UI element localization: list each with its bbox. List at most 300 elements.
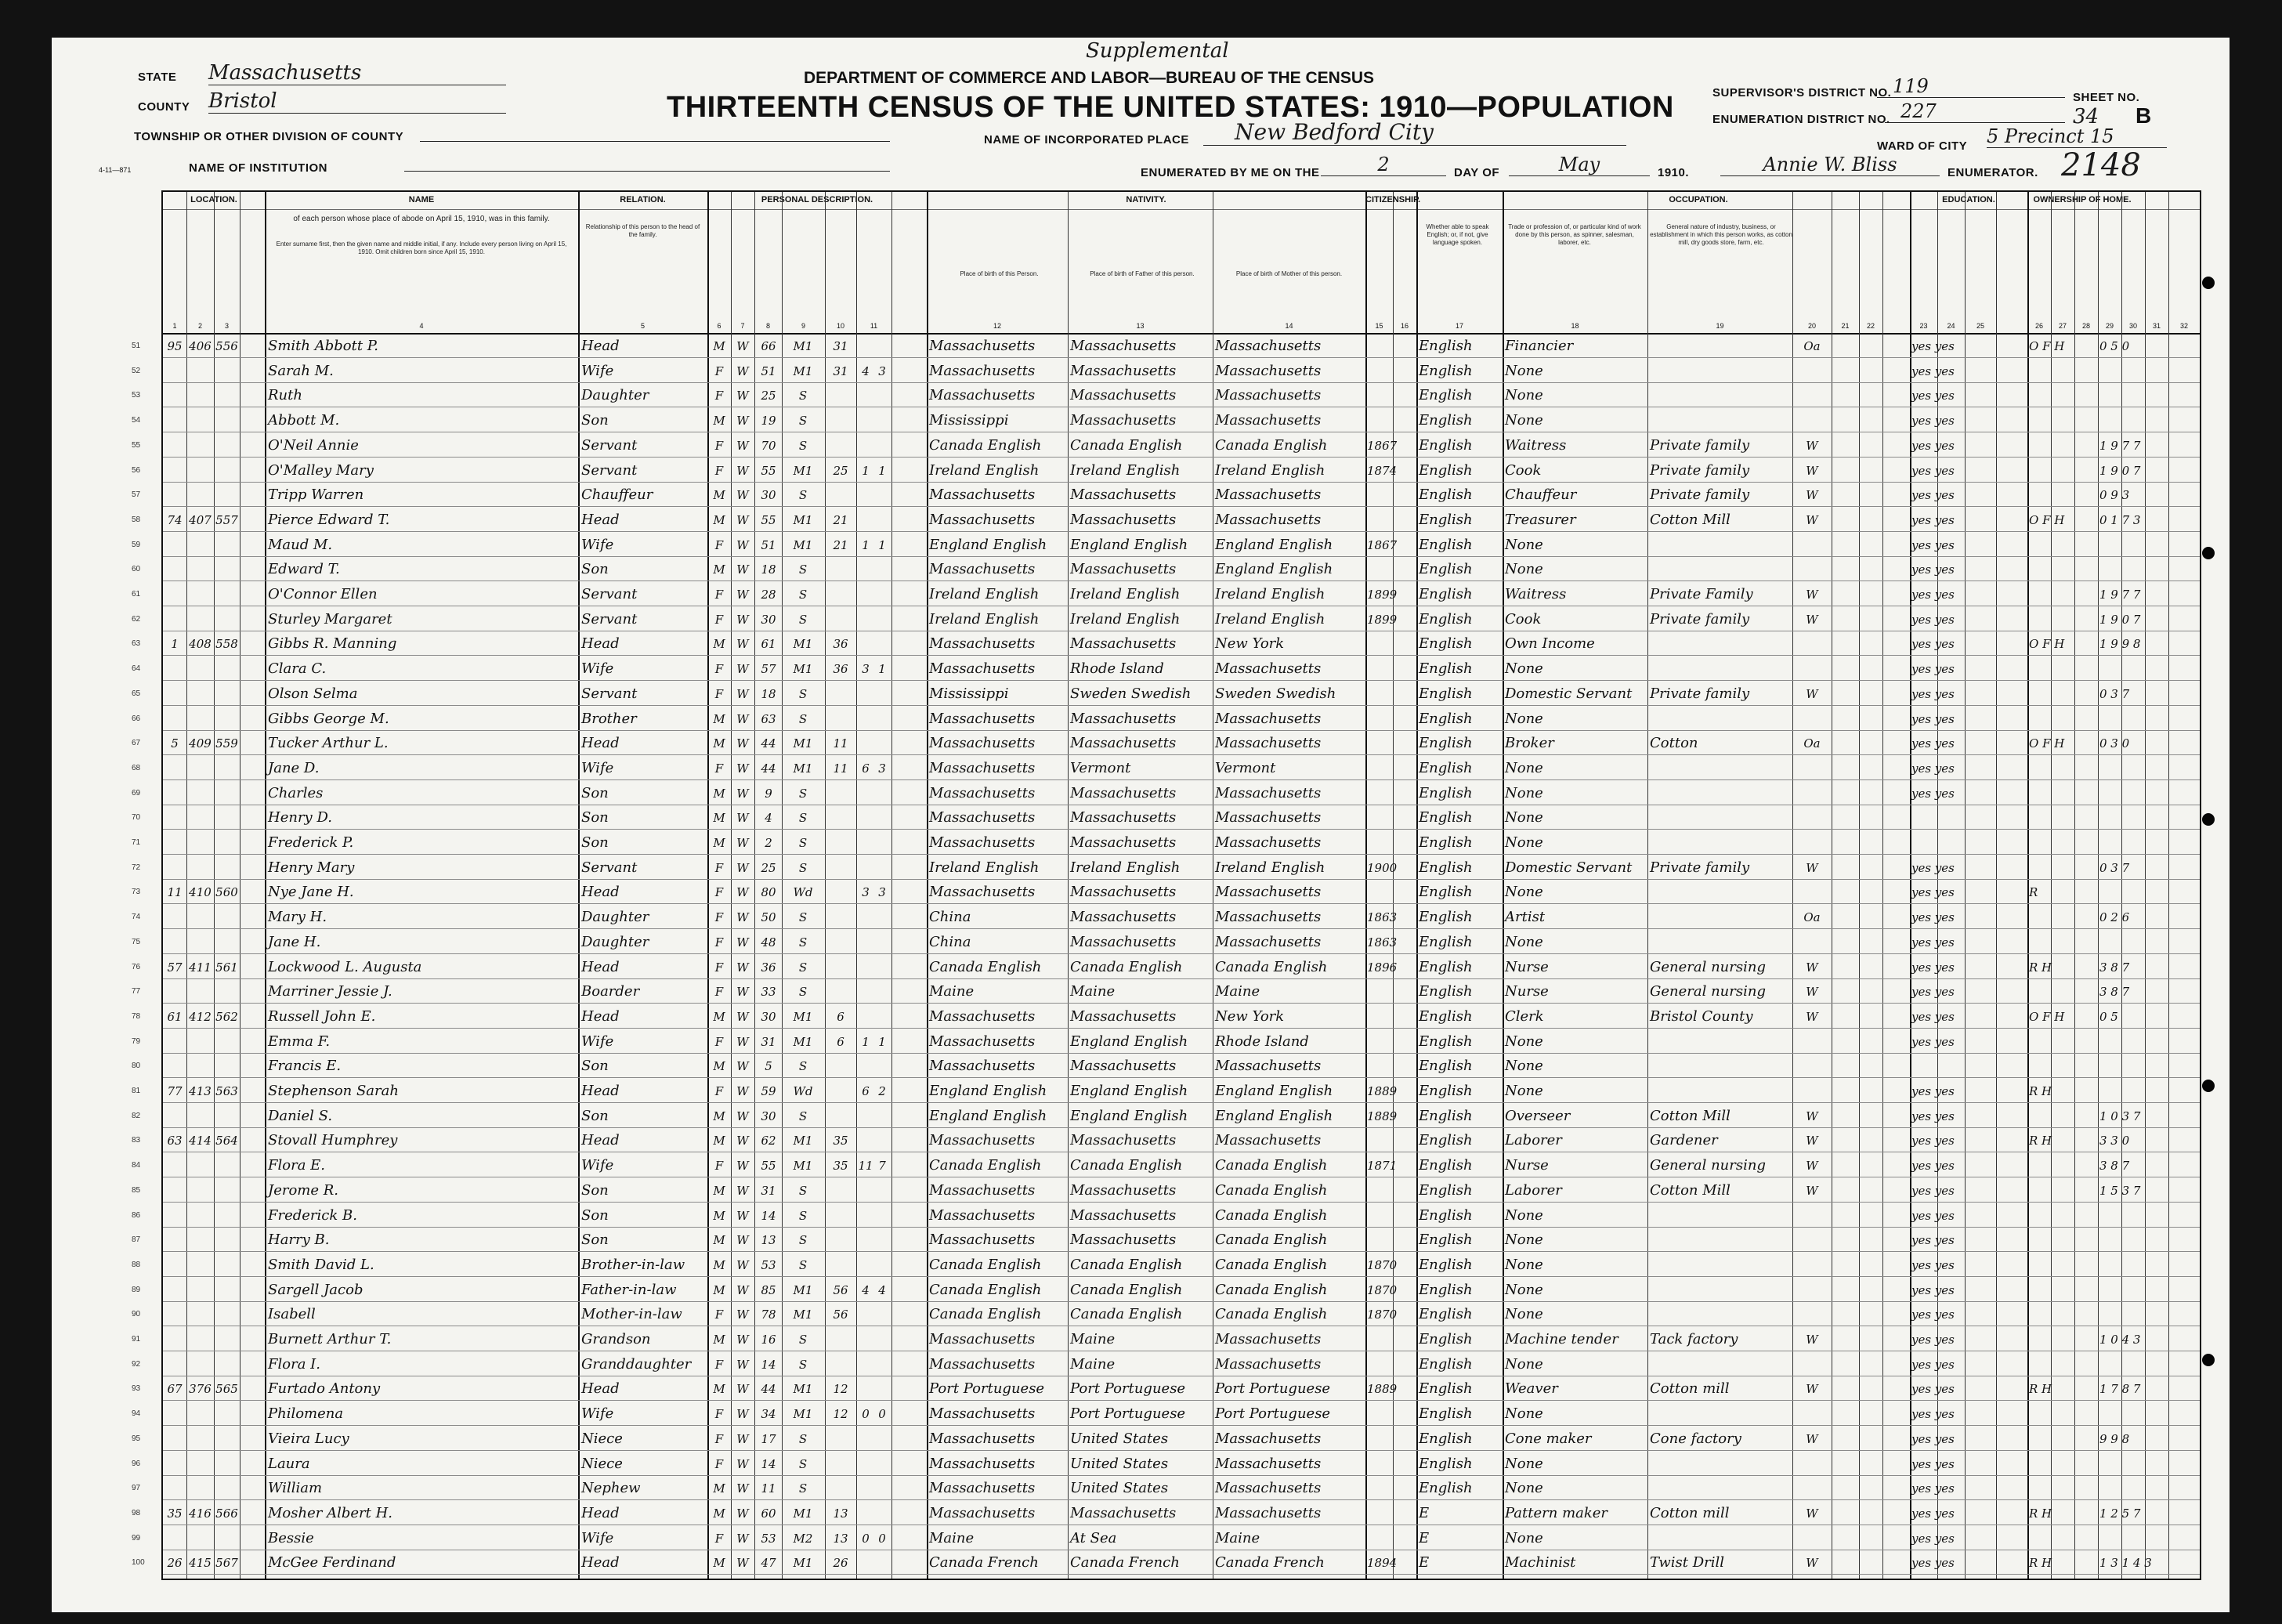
street-cell: [163, 684, 186, 704]
sex-cell: F: [714, 1531, 724, 1546]
age-cell: 34: [761, 1407, 776, 1422]
mother-birthplace-cell: Massachusetts: [1215, 884, 1322, 901]
children-born-cell: [858, 485, 873, 505]
race-cell: W: [736, 414, 749, 429]
col-number: 19: [1716, 322, 1724, 330]
trade-cell: None: [1505, 561, 1543, 578]
col-number: 10: [836, 322, 844, 330]
immigration-year-cell: [1367, 559, 1393, 580]
relation-cell: Head: [581, 1083, 620, 1099]
race-cell: W: [736, 1333, 749, 1347]
language-cell: English: [1419, 958, 1473, 975]
trade-cell: None: [1505, 1405, 1543, 1423]
literacy-cell: yes yes: [1911, 562, 1955, 577]
person-name: Jane H.: [268, 933, 321, 950]
children-born-cell: [858, 1454, 873, 1474]
dwelling-number: [186, 1230, 214, 1250]
children-living-cell: [873, 1478, 891, 1499]
person-name: Gibbs R. Manning: [268, 635, 397, 653]
birthplace-cell: Massachusetts: [929, 809, 1036, 826]
children-living-cell: 7: [878, 1159, 886, 1174]
years-married-cell: 56: [833, 1282, 848, 1297]
age-cell: 30: [761, 1009, 776, 1024]
marital-cell: M1: [793, 637, 813, 652]
industry-cell: [1650, 932, 1791, 953]
dwelling-number: [186, 1206, 214, 1226]
family-number: [214, 436, 240, 456]
dwelling-number: 416: [189, 1506, 212, 1521]
age-cell: 53: [761, 1531, 776, 1546]
street-cell: 63: [167, 1134, 183, 1148]
mother-birthplace-cell: Massachusetts: [1215, 1430, 1322, 1447]
birthplace-cell: Massachusetts: [929, 1132, 1036, 1149]
children-living-cell: [873, 559, 891, 580]
table-row: [132, 931, 2200, 954]
mother-birthplace-cell: Canada English: [1215, 1281, 1328, 1298]
mother-birthplace-cell: Port Portuguese: [1215, 1405, 1331, 1423]
language-cell: English: [1419, 784, 1473, 801]
mother-birthplace-cell: Rhode Island: [1215, 1033, 1309, 1050]
children-born-cell: [858, 1329, 873, 1350]
table-row: [132, 459, 2200, 483]
years-married-cell: 56: [833, 1308, 848, 1322]
line-number: 91: [132, 1335, 141, 1344]
marital-cell: M1: [793, 1134, 813, 1148]
immigration-year-cell: [1367, 709, 1393, 729]
industry-cell: Private family: [1650, 486, 1750, 504]
dwelling-number: [186, 684, 214, 704]
age-cell: 4: [765, 811, 772, 826]
birthplace-cell: Massachusetts: [929, 884, 1036, 901]
immigration-year-cell: 1889: [1367, 1109, 1398, 1123]
language-cell: English: [1419, 586, 1473, 602]
years-married-cell: 25: [833, 463, 848, 478]
dwelling-number: 414: [189, 1134, 212, 1148]
family-number: [214, 1528, 240, 1549]
immigration-year-cell: 1899: [1367, 588, 1398, 602]
marital-cell: S: [798, 910, 808, 925]
mother-birthplace-cell: Massachusetts: [1215, 1455, 1322, 1472]
line-number: 98: [132, 1508, 141, 1517]
literacy-cell: yes yes: [1911, 1481, 1955, 1496]
children-born-cell: [858, 783, 873, 804]
dwelling-number: 408: [189, 637, 212, 652]
schedule-codes-cell: 1 5 3 7: [2099, 1183, 2141, 1198]
employment-cell: [1794, 808, 1830, 828]
family-number: [214, 783, 240, 804]
table-row: [132, 1527, 2200, 1550]
person-name: Stephenson Sarah: [268, 1083, 399, 1099]
dwelling-number: [186, 932, 214, 953]
mother-birthplace-cell: England English: [1215, 536, 1333, 553]
industry-cell: [1650, 1304, 1791, 1325]
sheet-label: SHEET NO.: [2073, 91, 2140, 104]
immigration-year-cell: 1900: [1367, 860, 1398, 875]
trade-cell: Machine tender: [1505, 1331, 1618, 1347]
dwelling-number: [186, 1106, 214, 1127]
person-name: Smith David L.: [268, 1256, 374, 1273]
age-cell: 47: [761, 1556, 776, 1571]
marital-cell: S: [798, 985, 808, 1000]
relation-cell: Niece: [581, 1430, 623, 1447]
industry-cell: Private Family: [1650, 586, 1753, 602]
years-married-cell: [826, 982, 855, 1002]
street-cell: 95: [167, 339, 183, 353]
birthplace-cell: Port Portuguese: [929, 1380, 1045, 1398]
employment-cell: [1794, 932, 1830, 953]
employment-cell: [1794, 559, 1830, 580]
ward-value: 5 Precinct 15: [1987, 125, 2167, 148]
language-cell: English: [1419, 561, 1473, 578]
dwelling-number: [186, 361, 214, 382]
line-number: 78: [132, 1011, 141, 1021]
table-row: [132, 335, 2200, 358]
census-year: 1910.: [1658, 166, 1690, 179]
literacy-cell: yes yes: [1911, 1257, 1955, 1272]
employment-cell: [1794, 1255, 1830, 1275]
literacy-cell: yes yes: [1911, 1382, 1955, 1397]
home-ownership-cell: [2029, 1454, 2096, 1474]
literacy-cell: yes yes: [1911, 1407, 1955, 1422]
children-born-cell: [858, 1429, 873, 1449]
language-cell: English: [1419, 1480, 1473, 1497]
marital-cell: S: [798, 1109, 808, 1123]
family-number: [214, 485, 240, 505]
marital-cell: M1: [793, 1009, 813, 1024]
literacy-cell: yes yes: [1911, 885, 1955, 900]
dwelling-number: 413: [189, 1084, 212, 1098]
years-married-cell: [826, 932, 855, 953]
sex-cell: M: [713, 811, 725, 826]
family-number: [214, 535, 240, 555]
family-number: [214, 1404, 240, 1424]
language-cell: English: [1419, 933, 1473, 950]
sex-cell: M: [713, 512, 725, 527]
family-number: 562: [215, 1009, 238, 1024]
trade-cell: Domestic Servant: [1505, 859, 1633, 876]
dwelling-number: [186, 783, 214, 804]
birth-father-head: Place of birth of Father of this person.: [1090, 270, 1195, 277]
line-number: 66: [132, 714, 141, 723]
age-cell: 61: [761, 637, 776, 652]
employment-cell: Oa: [1803, 736, 1821, 751]
children-born-cell: [858, 1553, 873, 1573]
father-birthplace-cell: Massachusetts: [1070, 362, 1177, 379]
sex-cell: M: [713, 1208, 725, 1223]
schedule-codes-cell: [2099, 758, 2198, 779]
sex-cell: M: [713, 711, 725, 726]
trade-cell: None: [1505, 1083, 1543, 1099]
mother-birthplace-cell: Massachusetts: [1215, 1132, 1322, 1149]
trade-cell: None: [1505, 1281, 1543, 1298]
home-ownership-cell: [2029, 709, 2096, 729]
mother-birthplace-cell: Massachusetts: [1215, 387, 1322, 404]
literacy-cell: yes yes: [1911, 1159, 1955, 1174]
family-number: [214, 709, 240, 729]
street-cell: [163, 1032, 186, 1052]
immigration-year-cell: 1870: [1367, 1257, 1398, 1272]
race-cell: W: [736, 612, 749, 627]
relation-cell: Chauffeur: [581, 486, 653, 504]
family-number: [214, 461, 240, 481]
marital-cell: S: [798, 1456, 808, 1471]
dwelling-number: 376: [189, 1382, 212, 1397]
literacy-cell: yes yes: [1911, 736, 1955, 751]
person-name: Philomena: [268, 1405, 344, 1423]
marital-cell: M1: [793, 463, 813, 478]
immigration-year-cell: 1889: [1367, 1382, 1398, 1397]
state-value: Massachusetts: [208, 61, 506, 85]
literacy-cell: yes yes: [1911, 960, 1955, 975]
family-number: [214, 1181, 240, 1201]
col-number: 7: [740, 322, 745, 330]
table-row: [132, 409, 2200, 432]
table-row: [132, 1080, 2200, 1103]
family-number: [214, 833, 240, 853]
line-number: 81: [132, 1087, 141, 1095]
father-birthplace-cell: Massachusetts: [1070, 1058, 1177, 1075]
birthplace-cell: China: [929, 909, 971, 926]
language-cell: English: [1419, 1157, 1473, 1174]
years-married-cell: [826, 882, 855, 902]
children-born-cell: [858, 1130, 873, 1151]
years-married-cell: [826, 684, 855, 704]
race-cell: W: [736, 711, 749, 726]
dwelling-number: [186, 485, 214, 505]
person-name: Edward T.: [268, 561, 340, 578]
home-ownership-cell: O F H: [2029, 339, 2065, 353]
col-number: 26: [2034, 322, 2043, 330]
enum-day: 2: [1321, 154, 1446, 176]
father-birthplace-cell: Port Portuguese: [1070, 1380, 1186, 1398]
birthplace-cell: Ireland English: [929, 461, 1040, 479]
schedule-codes-cell: [2099, 833, 2198, 853]
birthplace-cell: Canada English: [929, 1256, 1042, 1273]
table-row: [132, 732, 2200, 755]
family-number: [214, 758, 240, 779]
col-number: 3: [224, 322, 229, 330]
language-cell: English: [1419, 1256, 1473, 1273]
birthplace-cell: England English: [929, 1083, 1047, 1099]
children-born-cell: [858, 1007, 873, 1027]
children-born-cell: [858, 1181, 873, 1201]
street-cell: [163, 535, 186, 555]
language-cell: English: [1419, 436, 1473, 454]
race-cell: W: [736, 588, 749, 602]
person-name: Tucker Arthur L.: [268, 735, 389, 752]
age-cell: 80: [761, 885, 776, 900]
marital-cell: S: [798, 1257, 808, 1272]
employment-cell: W: [1806, 438, 1818, 453]
years-married-cell: [826, 709, 855, 729]
col-number: 17: [1455, 322, 1463, 330]
immigration-year-cell: [1367, 1130, 1393, 1151]
sex-cell: F: [714, 1357, 724, 1372]
immigration-year-cell: [1367, 1454, 1393, 1474]
literacy-cell: yes yes: [1911, 910, 1955, 925]
literacy-cell: yes yes: [1911, 1357, 1955, 1372]
birthplace-cell: Massachusetts: [929, 362, 1036, 379]
street-cell: [163, 461, 186, 481]
children-born-cell: [858, 510, 873, 530]
father-birthplace-cell: Massachusetts: [1070, 387, 1177, 404]
trade-cell: Financier: [1505, 338, 1574, 354]
line-number: 87: [132, 1235, 141, 1245]
age-cell: 19: [761, 414, 776, 429]
col-number: 2: [197, 322, 202, 330]
table-row: [132, 558, 2200, 581]
industry-cell: [1650, 833, 1791, 853]
employment-cell: W: [1806, 1556, 1818, 1571]
schedule-codes-cell: 3 3 0: [2099, 1134, 2130, 1148]
literacy-cell: yes yes: [1911, 438, 1955, 453]
line-number: 63: [132, 639, 141, 649]
marital-cell: M1: [793, 1308, 813, 1322]
age-cell: 11: [761, 1481, 776, 1496]
street-cell: [163, 758, 186, 779]
schedule-codes-cell: 0 3 0: [2099, 736, 2130, 751]
language-cell: English: [1419, 859, 1473, 876]
family-number: [214, 1056, 240, 1076]
mother-birthplace-cell: Massachusetts: [1215, 1480, 1322, 1497]
father-birthplace-cell: Ireland English: [1070, 461, 1181, 479]
table-row: [132, 1179, 2200, 1203]
family-number: [214, 411, 240, 431]
race-cell: W: [736, 1159, 749, 1174]
years-married-cell: 36: [833, 662, 848, 677]
schedule-codes-cell: 0 5: [2099, 1009, 2118, 1024]
enumerator-label: ENUMERATOR.: [1947, 166, 2038, 179]
employment-cell: W: [1806, 1506, 1818, 1521]
mother-birthplace-cell: Massachusetts: [1215, 1504, 1322, 1521]
trade-cell: None: [1505, 1529, 1543, 1546]
table-row: [132, 608, 2200, 631]
relation-cell: Wife: [581, 1033, 614, 1050]
sex-cell: M: [713, 339, 725, 353]
language-cell: English: [1419, 461, 1473, 479]
race-cell: W: [736, 1084, 749, 1098]
immigration-year-cell: [1367, 1478, 1393, 1499]
dwelling-number: [186, 559, 214, 580]
age-cell: 66: [761, 339, 776, 353]
relation-cell: Son: [581, 809, 609, 826]
line-number: 96: [132, 1459, 141, 1468]
marital-cell: S: [798, 786, 808, 801]
relation-cell: Servant: [581, 436, 638, 454]
family-number: [214, 1304, 240, 1325]
race-cell: W: [736, 885, 749, 900]
children-born-cell: [858, 709, 873, 729]
language-cell: English: [1419, 909, 1473, 926]
person-name: O'Connor Ellen: [268, 586, 378, 602]
mother-birthplace-cell: Canada English: [1215, 1206, 1328, 1224]
industry-cell: General nursing: [1650, 958, 1766, 975]
race-cell: W: [736, 488, 749, 503]
relation-cell: Son: [581, 412, 609, 429]
language-cell: English: [1419, 1083, 1473, 1099]
immigration-year-cell: [1367, 808, 1393, 828]
family-number: [214, 1255, 240, 1275]
children-born-cell: [858, 957, 873, 978]
race-cell: W: [736, 1308, 749, 1322]
years-married-cell: [826, 907, 855, 928]
street-cell: [163, 1255, 186, 1275]
sex-cell: M: [713, 736, 725, 751]
sex-cell: M: [713, 1556, 725, 1571]
industry-cell: [1650, 1032, 1791, 1052]
years-married-cell: [826, 584, 855, 605]
table-row: [132, 1502, 2200, 1525]
birthplace-cell: Canada English: [929, 1157, 1042, 1174]
home-ownership-cell: [2029, 1478, 2096, 1499]
language-cell: English: [1419, 1306, 1473, 1323]
trade-cell: None: [1505, 1256, 1543, 1273]
language-cell: English: [1419, 511, 1473, 528]
person-name: Frederick B.: [268, 1206, 357, 1224]
industry-cell: [1650, 1230, 1791, 1250]
industry-cell: Cotton Mill: [1650, 511, 1730, 528]
children-born-cell: 1: [862, 1034, 870, 1049]
dwelling-number: [186, 436, 214, 456]
birthplace-cell: Massachusetts: [929, 387, 1036, 404]
line-number: 83: [132, 1136, 141, 1145]
sheet-stamp: 2148: [2061, 147, 2141, 183]
children-living-cell: [873, 1230, 891, 1250]
birthplace-cell: Massachusetts: [929, 710, 1036, 727]
street-cell: [163, 783, 186, 804]
years-married-cell: 11: [833, 736, 848, 751]
sex-cell: F: [714, 860, 724, 875]
relation-cell: Head: [581, 338, 620, 354]
age-cell: 25: [761, 860, 776, 875]
schedule-codes-cell: [2099, 1280, 2198, 1300]
sex-cell: F: [714, 1034, 724, 1049]
home-ownership-cell: R H: [2029, 1506, 2052, 1521]
race-cell: W: [736, 761, 749, 776]
relation-cell: Son: [581, 1058, 609, 1075]
marital-cell: S: [798, 1431, 808, 1446]
trade-cell: Cook: [1505, 461, 1542, 479]
marital-cell: S: [798, 612, 808, 627]
sex-cell: F: [714, 686, 724, 701]
sex-cell: M: [713, 1109, 725, 1123]
children-living-cell: [873, 684, 891, 704]
home-ownership-cell: [2029, 808, 2096, 828]
birthplace-cell: Mississippi: [929, 685, 1009, 702]
dwelling-number: [186, 1156, 214, 1176]
relation-cell: Daughter: [581, 933, 649, 950]
relation-cell: Son: [581, 1206, 609, 1224]
dwelling-number: 409: [189, 736, 212, 751]
race-cell: W: [736, 736, 749, 751]
home-ownership-cell: [2029, 385, 2096, 406]
literacy-cell: yes yes: [1911, 537, 1955, 552]
sex-cell: F: [714, 885, 724, 900]
line-number: 56: [132, 465, 141, 475]
home-ownership-cell: [2029, 1329, 2096, 1350]
line-number: 94: [132, 1409, 141, 1419]
col-number: 21: [1841, 322, 1850, 330]
supervisor-no: 119: [1877, 75, 2065, 98]
line-number: 65: [132, 689, 141, 698]
schedule-codes-cell: [2099, 1081, 2198, 1101]
immigration-year-cell: 1867: [1367, 438, 1398, 453]
schedule-codes-cell: 3 8 7: [2099, 960, 2130, 975]
schedule-codes-cell: [2099, 1528, 2198, 1549]
language-cell: English: [1419, 1058, 1473, 1075]
dwelling-number: 407: [189, 512, 212, 527]
relation-cell: Head: [581, 511, 620, 528]
